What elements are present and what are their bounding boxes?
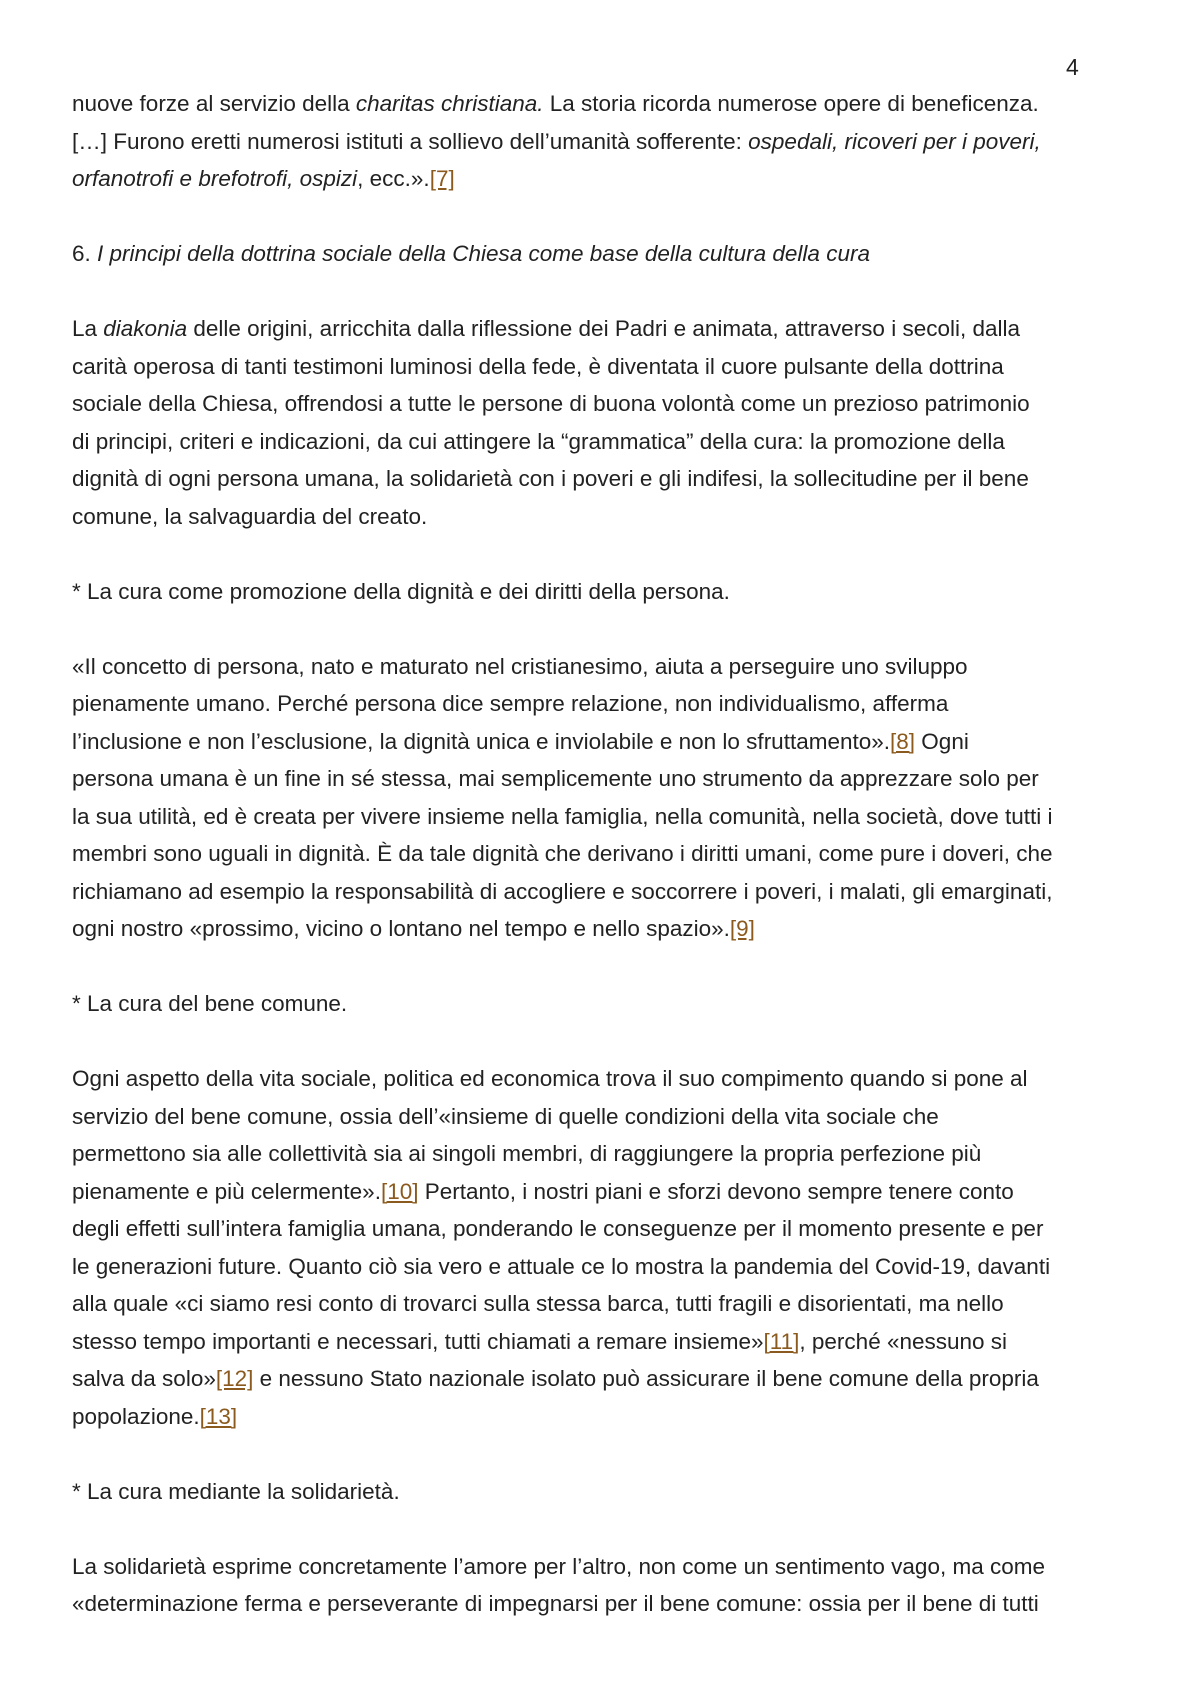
section-heading-6 [72,235,1132,273]
bullet-bene-comune [72,985,1132,1023]
text-run: comune, la salvaguardia del creato. [72,503,428,529]
text-run: e nessuno Stato nazionale isolato può assicurare il bene comune della propria [253,1366,1039,1391]
text-line [72,160,1132,198]
italic-text: diakonia [103,316,188,341]
text-run: * La cura del bene comune. [72,991,348,1016]
text-run: di principi, criteri e indicazioni, da cui attingere la “grammatica” della cura: la promozione della [72,428,1005,454]
text-run: membri sono uguali in dignità. È da tale dignità che derivano i diritti umani, come pure i doveri, che [72,841,1053,866]
text-line [72,423,1132,461]
text-line [72,460,1132,498]
text-run: nuove forze al servizio della [72,91,356,116]
text-line [72,1173,1132,1211]
text-run: alla quale «ci siamo resi conto di trovarci sulla stessa barca, tutti fragili e disorientati, ma nello [72,1291,1004,1316]
document-body [72,85,1132,1623]
text-line [72,798,1132,836]
text-line [72,1060,1132,1098]
text-line [72,1285,1132,1323]
text-line [72,310,1132,348]
paragraph-intro [72,85,1132,198]
italic-text: ospedali, ricoveri per i poveri, [748,128,1041,154]
footnote-link[interactable]: [8] [890,728,916,754]
text-line [72,573,1132,611]
text-run: * La cura come promozione della dignità e dei diritti della persona. [72,578,730,604]
text-run: La [72,316,104,341]
text-run: «Il concetto di persona, nato e maturato nel cristianesimo, aiuta a perseguire uno sviluppo [72,653,968,679]
text-run: «determinazione ferma e perseverante di impegnarsi per il bene comune: ossia per il bene di tutti [72,1591,1039,1616]
text-line [72,1098,1132,1136]
footnote-link[interactable]: [12] [215,1366,254,1391]
text-run: Ogni [915,728,969,754]
text-line [72,1585,1132,1623]
footnote-link[interactable]: [13] [199,1403,238,1429]
text-line [72,85,1132,123]
text-line [72,648,1132,686]
text-run: carità operosa di tanti testimoni luminosi della fede, è diventata il cuore pulsante della dottrina [72,353,1004,379]
footnote-link[interactable]: [9] [729,916,755,941]
text-line [72,1135,1132,1173]
text-run: dignità di ogni persona umana, la solidarietà con i poveri e gli indifesi, la sollecitudine per il bene [72,466,1029,491]
text-line [72,1323,1132,1361]
text-run: La storia ricorda numerose opere di beneficenza. [543,91,1039,116]
text-run: sociale della Chiesa, offrendosi a tutte le persone di buona volontà come un prezioso patrimonio [72,391,1030,416]
italic-text: I principi della dottrina sociale della Chiesa come base della cultura della cura [97,241,870,266]
text-run: richiamano ad esempio la responsabilità di accogliere e soccorrere i poveri, i malati, gli emarginati, [72,878,1053,904]
footnote-link[interactable]: [11] [763,1328,800,1354]
footnote-link[interactable]: [7] [429,166,455,191]
bullet-solidarieta [72,1473,1132,1511]
text-run: ogni nostro «prossimo, vicino o lontano nel tempo e nello spazio». [72,916,730,941]
paragraph-persona [72,648,1132,948]
text-run: Pertanto, i nostri piani e sforzi devono sempre tenere conto [418,1178,1014,1204]
paragraph-diakonia [72,310,1132,535]
bullet-dignita [72,573,1132,611]
paragraph-solidarieta [72,1548,1132,1623]
text-line [72,385,1132,423]
text-line [72,1360,1132,1398]
text-run: delle origini, arricchita dalla riflessione dei Padri e animata, attraverso i secoli, dalla [187,316,1021,341]
text-line [72,1473,1132,1511]
text-line [72,723,1132,761]
text-run: 6. [72,241,98,266]
text-line [72,498,1132,536]
text-run: persona umana è un fine in sé stessa, mai semplicemente uno strumento da apprezzare solo per [72,766,1039,791]
text-line [72,1210,1132,1248]
page-number: 4 [1066,54,1079,80]
text-run: l’inclusione e non l’esclusione, la dignità unica e inviolabile e non lo sfruttamento». [72,728,891,754]
text-run: degli effetti sull’intera famiglia umana, ponderando le conseguenze per il momento presente e per [72,1216,1044,1241]
text-run: popolazione. [72,1403,200,1429]
text-run: , ecc.». [357,166,430,191]
text-run: * La cura mediante la solidarietà. [72,1478,400,1504]
text-line [72,910,1132,948]
text-run: pienamente e più celermente». [72,1178,381,1204]
text-run: , perché «nessuno si [799,1328,1008,1354]
text-line [72,1398,1132,1436]
text-line [72,873,1132,911]
text-run: salva da solo» [72,1366,216,1391]
italic-text: orfanotrofi e brefotrofi, ospizi [72,166,358,191]
text-run: La solidarietà esprime concretamente l’amore per l’altro, non come un sentimento vago, ma come [72,1553,1045,1579]
text-run: servizio del bene comune, ossia dell’«insieme di quelle condizioni della vita sociale che [72,1103,939,1129]
text-line [72,985,1132,1023]
text-line [72,1248,1132,1286]
text-run: pienamente umano. Perché persona dice sempre relazione, non individualismo, afferma [72,691,949,716]
text-line [72,123,1132,161]
footnote-link[interactable]: [10] [380,1178,419,1204]
text-line [72,1548,1132,1586]
text-run: stesso tempo importanti e necessari, tutti chiamati a remare insieme» [72,1328,764,1354]
text-line [72,760,1132,798]
paragraph-bene-comune [72,1060,1132,1435]
text-line [72,348,1132,386]
text-run: Ogni aspetto della vita sociale, politica ed economica trova il suo compimento quando si pone al [72,1066,1028,1091]
text-run: le generazioni future. Quanto ciò sia vero e attuale ce lo mostra la pandemia del Covid-19, davanti [72,1253,1051,1279]
text-run: […] Furono eretti numerosi istituti a sollievo dell’umanità sofferente: [72,128,749,154]
text-line [72,235,1132,273]
text-run: la sua utilità, ed è creata per vivere insieme nella famiglia, nella comunità, nella società, dove tutti i [72,803,1053,829]
italic-text: charitas christiana. [355,91,544,116]
text-line [72,835,1132,873]
text-line [72,685,1132,723]
text-run: permettono sia alle collettività sia ai singoli membri, di raggiungere la propria perfezione più [72,1141,982,1166]
